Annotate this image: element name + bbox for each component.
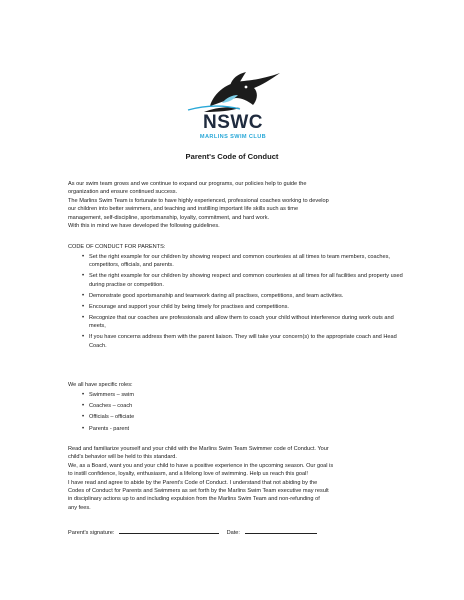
page-title: Parent's Code of Conduct — [185, 152, 279, 161]
date-field[interactable] — [245, 527, 317, 534]
code-heading: CODE OF CONDUCT FOR PARENTS: — [68, 244, 166, 250]
list-item: • Set the right example for our children by showing respect and common courtesies at all times for all facilities and property used during practise or competition. — [68, 272, 408, 289]
list-item: • Demonstrate good sportsmanship and teamwork daring all practises, competitions, and team activities. — [68, 292, 408, 300]
list-item: • Coaches – coach — [68, 402, 408, 410]
list-item: • Officials – officiate — [68, 413, 408, 421]
code-list — [68, 253, 408, 353]
roles-list — [68, 391, 408, 436]
marlin-icon — [188, 72, 280, 112]
list-item: • Set the right example for our children by showing respect and common courtesies at all times to team members, coaches, competitors, officials, and parents. — [68, 253, 408, 270]
list-item: • Encourage and support your child by being timely for practises and competitions. — [68, 303, 408, 311]
list-item: • If you have concerns address them with the parent liaison. They will take your concern(s) to the appropriate coach and Head Coach. — [68, 333, 408, 350]
date-label: Date: — [226, 530, 240, 536]
intro-paragraph: As our swim team grows and we continue to expand our programs, our policies help to guide the organization and ensure continued success. The Marlins Swim Team is fortunate to have highly experienced, professional coaches working to develop our children into better swimmers, and teaching and instilling important life skills such as time management, self-discipline, sportsmanship, loyalty, commitment, and hard work. With this in mind we have developed the following guidelines. — [68, 181, 329, 230]
signature-label: Parent's signature: — [68, 530, 115, 536]
signature-field[interactable] — [119, 527, 219, 534]
signature-line — [68, 527, 317, 537]
marlins-logo — [180, 72, 286, 142]
roles-heading: We all have specific roles: — [68, 382, 133, 388]
list-item: • Recognize that our coaches are professionals and allow them to coach your child without interference during work outs and meets, — [68, 314, 408, 331]
list-item: • Parents - parent — [68, 425, 408, 433]
logo-wordmark: NSWC — [202, 112, 264, 133]
list-item: • Swimmers – swim — [68, 391, 408, 399]
closing-paragraph: Read and familiarize yourself and your child with the Marlins Swim Team Swimmer code of Conduct. Your child's behavior will be held to this standard. We, as a Board, want you and your child to have a positive experience in the upcoming season. Our goal is to instill confidence, loyalty, enthusiasm, and a lifelong love of swimming. Help us reach this goal! I have read and agree to abide by the Parent's Code of Conduct. I understand that not abiding by the Codes of Conduct for Parents and Swimmers as set forth by the Marlins Swim Team executive may result in disciplinary actions up to and including expulsion from the Marlins Swim Team and non-refunding of any fees. — [68, 446, 334, 511]
logo-subtitle: MARLINS SWIM CLUB — [199, 134, 267, 140]
